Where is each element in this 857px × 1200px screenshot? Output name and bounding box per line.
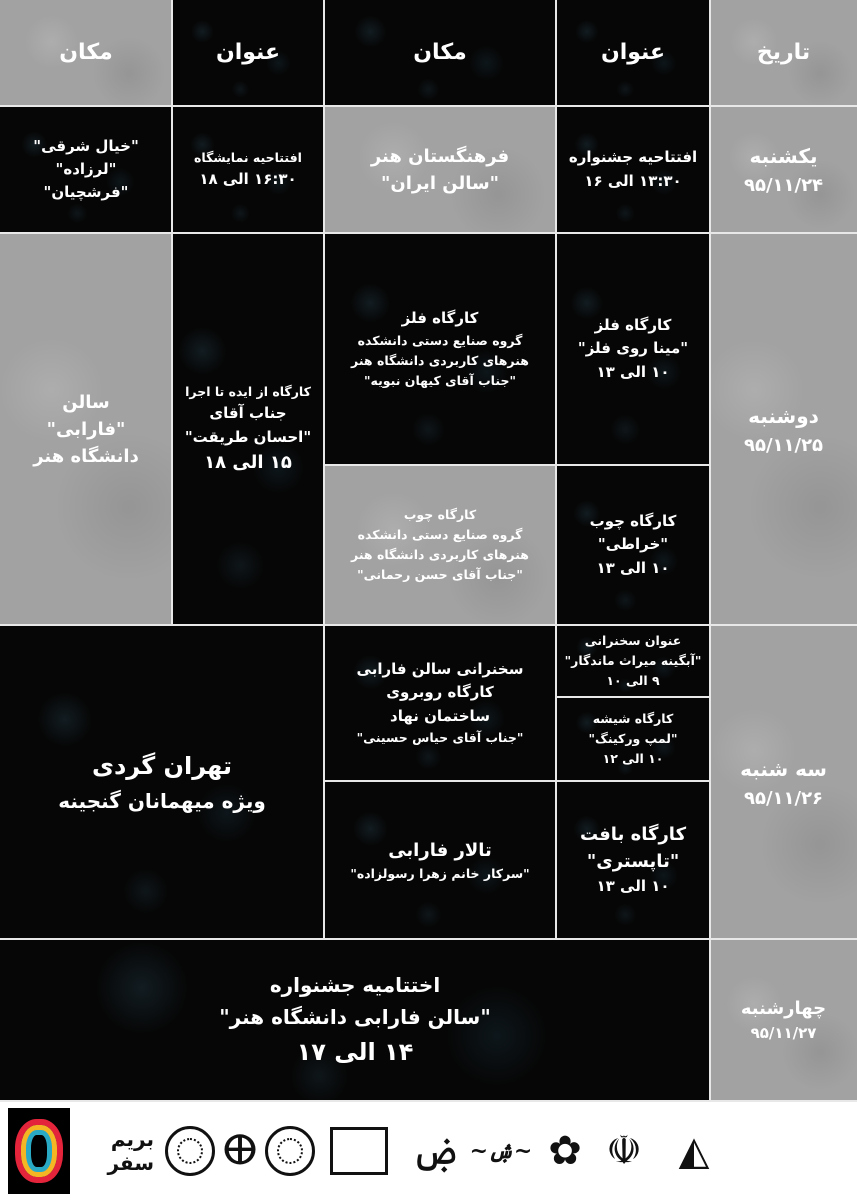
header-place-1 [324,0,556,105]
university-logo-icon: ◭ [678,1128,710,1174]
sunday-title-1-line: افتتاحیه جشنواره [568,148,698,167]
header-place-2 [0,0,172,105]
box-logo-icon [326,1119,392,1183]
sunday-day: یکشنبه [749,144,818,168]
monday-metal-place-line-3: هنرهای کاربردی دانشگاه هنر [351,352,529,368]
tuesday-weave-title [556,782,710,938]
wednesday-closing-line-1: اختتامیه جشنواره [269,972,441,997]
tuesday-glass-title-time: ۱۰ الی ۱۲ [602,751,664,766]
tuesday-day: سه شنبه [740,756,827,781]
tuesday-lecture-title [556,626,710,696]
monday-metal-place-line-2: گروه صنایع دستی دانشکده [357,332,523,348]
monday-metal-place [324,234,556,464]
sunday-title-1-time: ۱۳:۳۰ الی ۱۶ [584,171,682,190]
monday-date: ۹۵/۱۱/۲۵ [743,434,824,456]
monday-idea-title-line-2: جناب آقای [209,404,287,423]
sunday-place-1 [324,107,556,232]
monday-wood-place-line-2: گروه صنایع دستی دانشکده [357,527,523,542]
festival-logo-icon [8,1108,70,1194]
wednesday-date: ۹۵/۱۱/۲۷ [750,1023,817,1042]
sunday-title-2-time: ۱۶:۳۰ الی ۱۸ [199,169,297,188]
grid-line [323,0,325,938]
grid-line [556,696,710,698]
tuesday-lecture-title-line-2: "آبگینه میراث ماندگار" [564,653,702,668]
grid-line [0,105,857,107]
monday-wood-title-time: ۱۰ الی ۱۳ [596,558,670,577]
monday-metal-title-line-1: کارگاه فلز [594,316,672,335]
monday-place-2-line-2: "فارابی" [46,418,126,440]
wednesday-closing [0,940,710,1100]
monday-metal-place-line-4: "جناب آقای کیهان نبویه" [364,372,516,388]
grid-line [709,0,711,1100]
grid-line [0,938,857,940]
monday-place-2 [0,234,172,624]
tuesday-tour-line-1: تهران گردی [91,751,233,780]
tuesday-weave-title-line-2: "تاپستری" [586,851,680,873]
tuesday-glass-place-line-2: کارگاه روبروی [386,683,494,702]
sunday-title-1 [556,107,710,232]
header-place-1-label: مکان [413,40,467,65]
sunday-place-2-line-1: "خیال شرقی" [33,136,139,155]
tuesday-glass-title-line-1: کارگاه شیشه [592,711,674,726]
grid-line [0,624,857,626]
monday-wood-place-line-1: کارگاه چوب [403,507,477,522]
monday-wood-place [324,466,556,624]
monday-date-cell [710,234,857,624]
brand-logo [92,1119,154,1183]
jahad-logo-icon [262,1119,318,1183]
tuesday-lecture-title-line-1: عنوان سخنرانی [584,633,682,648]
monday-idea-title-line-1: کارگاه از ایده تا اجرا [185,384,311,400]
grid-line [171,0,173,626]
monday-wood-place-line-3: هنرهای کاربردی دانشگاه هنر [351,547,529,562]
sunday-place-2-line-2: "لرزاده" [55,159,117,178]
header-date [710,0,857,105]
sunday-date: ۹۵/۱۱/۲۴ [743,175,824,196]
sunday-title-2-line: افتتاحیه نمایشگاه [194,149,302,165]
monday-metal-place-line-1: کارگاه فلز [401,309,479,328]
tuesday-lecture-title-time: ۹ الی ۱۰ [606,673,660,688]
tuesday-glass-place-line-4: "جناب آقای حیاس حسینی" [356,729,524,745]
tuesday-weave-title-time: ۱۰ الی ۱۳ [596,877,670,896]
emblem-logo-icon: ⴲ [222,1128,258,1174]
tuesday-weave-place-line-1: تالار فارابی [388,839,492,861]
monday-wood-title-line-1: کارگاه چوب [589,512,677,531]
header-place-2-label: مکان [59,40,113,65]
header-title-1 [556,0,710,105]
tuesday-tour [0,626,324,938]
script-logo-icon: ۻ [411,1128,459,1174]
sunday-place-1-line: فرهنگستان هنر [370,145,510,167]
sunday-place-2 [0,107,172,232]
tuesday-glass-place-line-1: سخنرانی سالن فارابی [356,660,524,679]
monday-idea-title-line-3: "احسان طریقت" [184,427,312,446]
monday-wood-title [556,466,710,624]
tuesday-glass-title-line-2: "لمپ ورکینگ" [588,731,678,746]
sunday-place-1-hall: "سالن ایران" [380,172,500,194]
tuesday-date-cell [710,626,857,938]
tuesday-weave-place [324,782,556,938]
monday-idea-title [172,234,324,624]
monday-metal-title [556,234,710,464]
calligraphy-logo-icon: ~ۺ~ [469,1138,533,1164]
municipality-logo-icon: ✿ [548,1128,582,1174]
tuesday-glass-place-line-3: ساختمان نهاد [390,706,490,725]
round-seal-logo-icon [162,1119,218,1183]
header-title-2 [172,0,324,105]
monday-wood-title-line-2: "خراطی" [597,535,669,554]
monday-metal-title-time: ۱۰ الی ۱۳ [596,362,670,381]
sunday-title-2 [172,107,324,232]
monday-place-2-line-3: دانشگاه هنر [33,445,139,467]
tuesday-weave-place-line-2: "سرکار خانم زهرا رسولزاده" [350,865,530,881]
tuesday-glass-title [556,698,710,780]
header-title-2-label: عنوان [215,40,281,65]
header-date-label: تاریخ [756,40,811,65]
grid-line [0,232,857,234]
wednesday-date-cell [710,940,857,1100]
sunday-place-2-line-3: "فرشچیان" [43,183,129,202]
wednesday-closing-line-2: "سالن فارابی دانشگاه هنر" [219,1004,491,1029]
monday-place-2-line-1: سالن [62,391,110,413]
monday-metal-title-line-2: "مینا روی فلز" [577,339,689,358]
monday-wood-place-line-4: "جناب آقای حسن رحمانی" [357,567,523,582]
grid-line [555,0,557,938]
sunday-date-cell [710,107,857,232]
wednesday-closing-time: ۱۴ الی ۱۷ [296,1037,414,1066]
iran-emblem-logo-icon: ☫ [606,1128,642,1174]
tuesday-weave-title-line-1: کارگاه بافت [579,824,687,846]
monday-day: دوشنبه [748,403,819,428]
header-title-1-label: عنوان [600,40,666,65]
tuesday-date: ۹۵/۱۱/۲۶ [743,787,824,809]
monday-idea-title-time: ۱۵ الی ۱۸ [204,451,292,473]
tuesday-tour-line-2: ویژه میهمانان گنجینه [58,789,266,814]
grid-line [324,780,710,782]
brand-logo-text: بریم سفر [107,1127,154,1175]
tuesday-glass-place [324,626,556,780]
grid-line [324,464,710,466]
wednesday-day: چهارشنبه [740,997,827,1019]
